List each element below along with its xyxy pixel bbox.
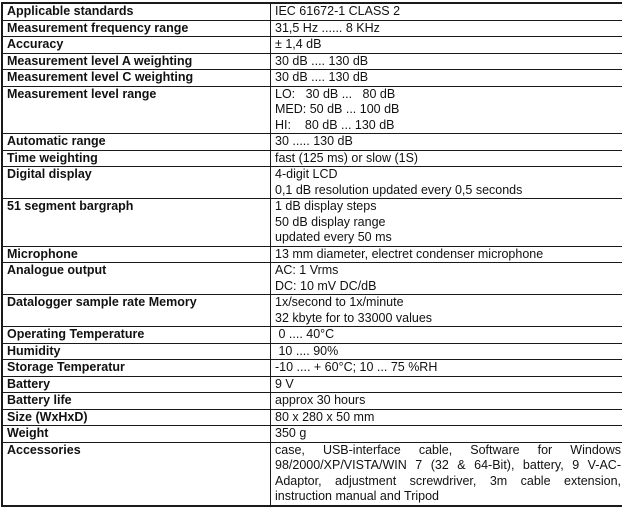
spec-value [271, 376, 622, 393]
spec-label: Measurement level A weighting [2, 53, 271, 70]
spec-value-line: MED: 50 dB ... 100 dB [275, 102, 621, 118]
spec-label: Accuracy [2, 37, 271, 54]
spec-label: Datalogger sample rate Memory [2, 295, 271, 327]
spec-label: Automatic range [2, 134, 271, 151]
spec-value [271, 246, 622, 263]
spec-value [271, 3, 622, 20]
spec-value-line: 13 mm diameter, electret condenser microphone [275, 247, 621, 263]
spec-table-body [2, 3, 622, 506]
spec-value-line: LO: 30 dB ... 80 dB [275, 87, 621, 103]
spec-value-line: 4-digit LCD [275, 167, 621, 183]
spec-label: Battery life [2, 393, 271, 410]
spec-value [271, 343, 622, 360]
spec-label: Measurement frequency range [2, 20, 271, 37]
table-row [2, 409, 622, 426]
spec-label: Operating Temperature [2, 327, 271, 344]
spec-label: Applicable standards [2, 3, 271, 20]
spec-value-line: 50 dB display range [275, 215, 621, 231]
spec-value-line: 9 V [275, 377, 621, 393]
spec-value-line: fast (125 ms) or slow (1S) [275, 151, 621, 167]
spec-value-line: AC: 1 Vrms [275, 263, 621, 279]
spec-value-line: updated every 50 ms [275, 230, 621, 246]
spec-label: Microphone [2, 246, 271, 263]
table-row [2, 393, 622, 410]
spec-value [271, 263, 622, 295]
spec-label: 51 segment bargraph [2, 199, 271, 247]
spec-value [271, 199, 622, 247]
table-row [2, 70, 622, 87]
spec-value-line: 32 kbyte for to 33000 values [275, 311, 621, 327]
table-row [2, 376, 622, 393]
spec-value-line: -10 .... + 60°C; 10 ... 75 %RH [275, 360, 621, 376]
table-row [2, 426, 622, 443]
spec-label: Measurement level range [2, 86, 271, 134]
spec-value [271, 37, 622, 54]
spec-value-line: 1x/second to 1x/minute [275, 295, 621, 311]
spec-value-line: 31,5 Hz ...... 8 KHz [275, 21, 621, 37]
spec-label: Accessories [2, 442, 271, 506]
spec-value-line: 80 x 280 x 50 mm [275, 410, 621, 426]
spec-label: Measurement level C weighting [2, 70, 271, 87]
spec-label: Digital display [2, 167, 271, 199]
spec-value-line: 350 g [275, 426, 621, 442]
spec-label: Time weighting [2, 150, 271, 167]
table-row [2, 343, 622, 360]
table-row [2, 295, 622, 327]
spec-value-line: 0,1 dB resolution updated every 0,5 seconds [275, 183, 621, 199]
spec-label: Humidity [2, 343, 271, 360]
table-row [2, 3, 622, 20]
spec-value-line: 1 dB display steps [275, 199, 621, 215]
table-row [2, 263, 622, 295]
spec-value [271, 20, 622, 37]
spec-value-line: case, USB-interface cable, Software for Windows 98/2000/XP/VISTA/WIN 7 (32 & 64-Bit), battery, 9 V-AC-Adaptor, adjustment screwdriver, 3m cable extension, instruction manual and Tripod [275, 443, 621, 505]
spec-value [271, 86, 622, 134]
spec-value-line: 30 dB .... 130 dB [275, 54, 621, 70]
table-row [2, 442, 622, 506]
spec-value-line: approx 30 hours [275, 393, 621, 409]
table-row [2, 327, 622, 344]
table-row [2, 199, 622, 247]
spec-value-line: HI: 80 dB ... 130 dB [275, 118, 621, 134]
spec-value [271, 327, 622, 344]
spec-label: Analogue output [2, 263, 271, 295]
table-row [2, 134, 622, 151]
spec-value-line: ± 1,4 dB [275, 37, 621, 53]
spec-value-line: 30 ..... 130 dB [275, 134, 621, 150]
spec-value [271, 70, 622, 87]
spec-value-line: DC: 10 mV DC/dB [275, 279, 621, 295]
table-row [2, 53, 622, 70]
spec-value [271, 442, 622, 506]
spec-value-line: 10 .... 90% [275, 344, 621, 360]
spec-value [271, 426, 622, 443]
table-row [2, 150, 622, 167]
spec-value-line: 0 .... 40°C [275, 327, 621, 343]
specification-table [1, 2, 622, 507]
spec-value [271, 167, 622, 199]
spec-value [271, 295, 622, 327]
table-row [2, 167, 622, 199]
table-row [2, 37, 622, 54]
table-row [2, 20, 622, 37]
spec-value-line: IEC 61672-1 CLASS 2 [275, 4, 621, 20]
spec-label: Weight [2, 426, 271, 443]
table-row [2, 360, 622, 377]
spec-value [271, 53, 622, 70]
spec-value-line: 30 dB .... 130 dB [275, 70, 621, 86]
spec-value [271, 134, 622, 151]
table-row [2, 246, 622, 263]
spec-label: Size (WxHxD) [2, 409, 271, 426]
spec-value [271, 150, 622, 167]
spec-label: Storage Temperatur [2, 360, 271, 377]
spec-value [271, 393, 622, 410]
spec-label: Battery [2, 376, 271, 393]
table-row [2, 86, 622, 134]
spec-value [271, 360, 622, 377]
spec-value [271, 409, 622, 426]
